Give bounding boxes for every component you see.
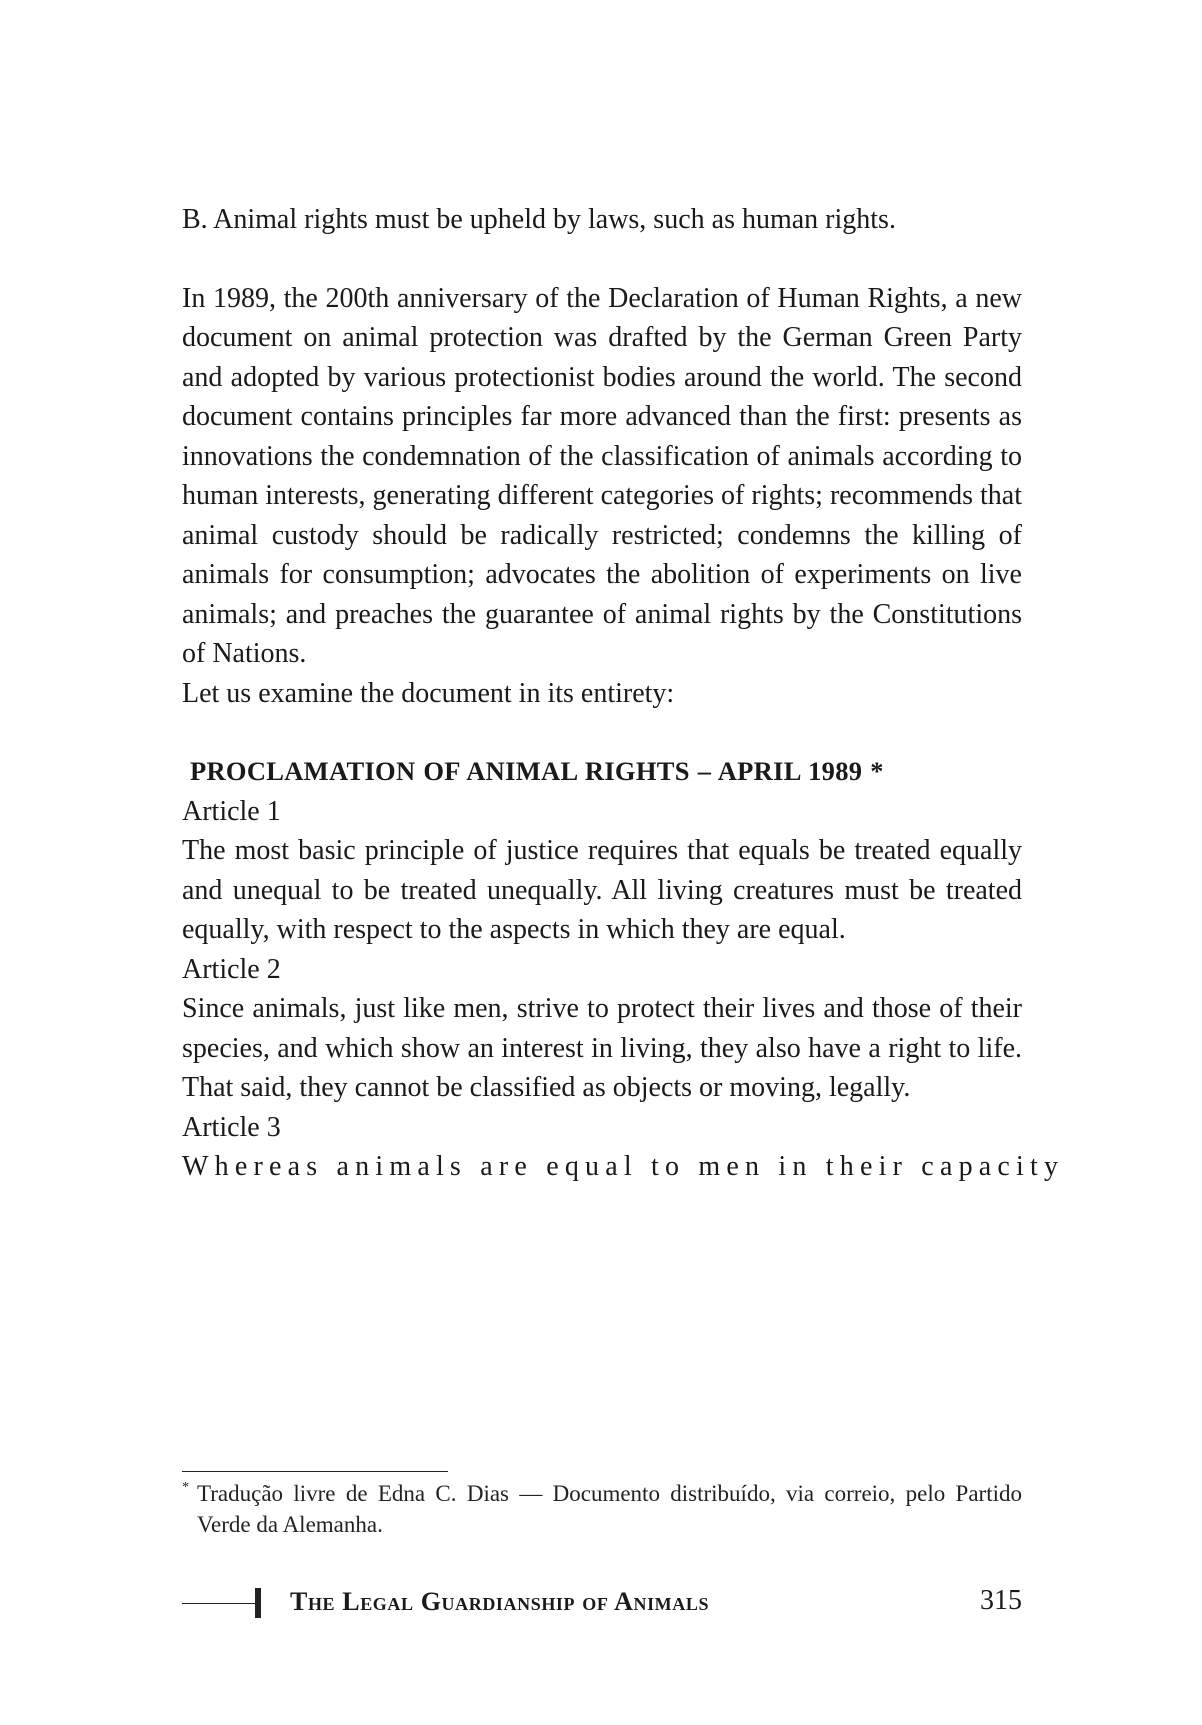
article-1-text: The most basic principle of justice requires that equals be treated equally and unequal to be treated unequally. All living creatures must be treated equally, with respect to the aspects in which they are equal.	[182, 835, 1022, 945]
article-2-title: Article 2	[182, 953, 281, 985]
article-1-title: Article 1	[182, 795, 281, 827]
paragraph-examine: Let us examine the document in its entirety:	[182, 677, 675, 709]
paragraph-1989: In 1989, the 200th anniversary of the Declaration of Human Rights, a new document on animal protection was drafted by the German Green Party and adopted by various protectionist bodies around the world. The second document contains principles far more advanced than the first: presents as innovations the condemnation of the classification of animals according to human interests, generating different categories of rights; recommends that animal custody should be radically restricted; condemns the killing of animals for consumption; advocates the abolition of experiments on live animals; and preaches the guarantee of animal rights by the Constitutions of Nations.	[182, 282, 1022, 669]
main-text	[182, 200, 1065, 1187]
footnote-marker: *	[182, 1480, 189, 1495]
page-footer	[182, 1585, 1022, 1621]
paragraph-b: B. Animal rights must be upheld by laws, such as human rights.	[182, 204, 896, 235]
footer-bar-ornament	[255, 1588, 261, 1618]
footer-rule	[182, 1603, 256, 1604]
article-3-text: Whereas animals are equal to men in their capacity	[182, 1151, 1065, 1182]
article-2-text: Since animals, just like men, strive to protect their lives and those of their species, and which show an interest in living, they also have a right to life. That said, they cannot be classified as objects or moving, legally.	[182, 993, 1022, 1103]
article-3-title: Article 3	[182, 1111, 281, 1143]
footnote-divider	[182, 1471, 448, 1472]
proclamation-heading: PROCLAMATION OF ANIMAL RIGHTS – APRIL 1989 *	[190, 756, 884, 786]
footnote-text: Tradução livre de Edna C. Dias — Documento distribuído, via correio, pelo Partido Verde da Alemanha.	[197, 1481, 1022, 1537]
page-number: 315	[980, 1585, 1022, 1616]
running-title: The Legal Guardianship of Animals	[290, 1587, 710, 1616]
footnote	[182, 1478, 1022, 1540]
